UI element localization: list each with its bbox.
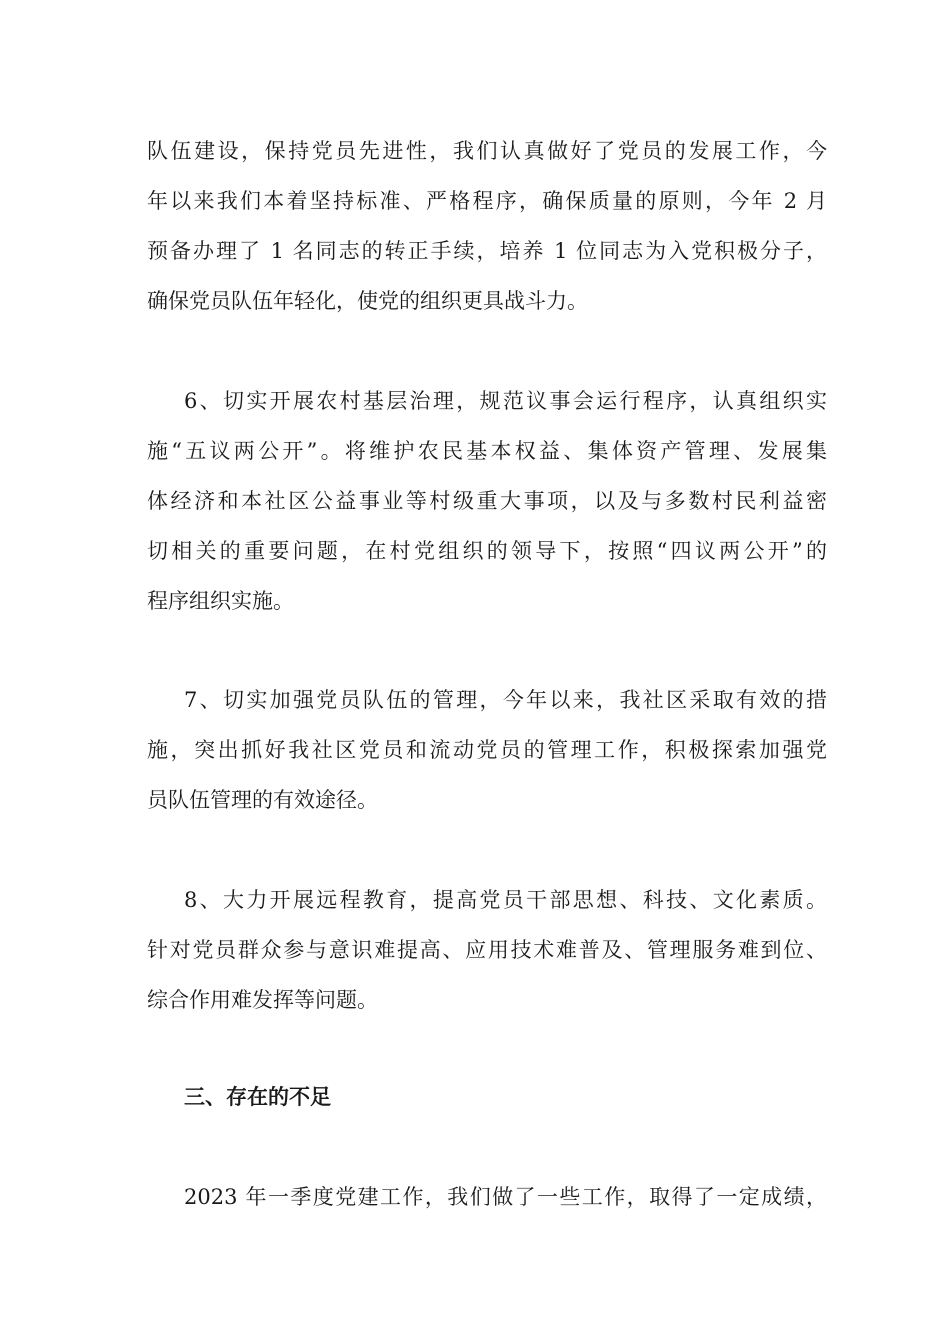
- paragraph-line: 施，突出抓好我社区党员和流动党员的管理工作，积极探索加强党: [147, 738, 827, 762]
- paragraph-line: 确保党员队伍年轻化，使党的组织更具战斗力。: [147, 289, 588, 313]
- paragraph-line: 7、切实加强党员队伍的管理，今年以来，我社区采取有效的措: [184, 688, 827, 712]
- paragraph-line: 针对党员群众参与意识难提高、应用技术难普及、管理服务难到位、: [147, 938, 827, 962]
- paragraph-line: 8、大力开展远程教育，提高党员干部思想、科技、文化素质。: [184, 888, 827, 912]
- section-heading: 三、存在的不足: [184, 1085, 331, 1109]
- paragraph-line: 体经济和本社区公益事业等村级重大事项，以及与多数村民利益密: [147, 489, 827, 513]
- paragraph-line: 6、切实开展农村基层治理，规范议事会运行程序，认真组织实: [184, 389, 827, 413]
- paragraph-line: 施“五议两公开”。将维护农民基本权益、集体资产管理、发展集: [147, 439, 827, 463]
- paragraph-line: 队伍建设，保持党员先进性，我们认真做好了党员的发展工作，今: [147, 139, 827, 163]
- paragraph-line: 年以来我们本着坚持标准、严格程序，确保质量的原则，今年 2 月: [147, 189, 827, 213]
- paragraph-line: 2023 年一季度党建工作，我们做了一些工作，取得了一定成绩，: [184, 1185, 827, 1209]
- paragraph-line: 程序组织实施。: [147, 589, 294, 613]
- paragraph-line: 预备办理了 1 名同志的转正手续，培养 1 位同志为入党积极分子，: [147, 239, 827, 263]
- paragraph-line: 员队伍管理的有效途径。: [147, 788, 378, 812]
- paragraph-line: 综合作用难发挥等问题。: [147, 988, 378, 1012]
- paragraph-line: 切相关的重要问题，在村党组织的领导下，按照“四议两公开”的: [147, 539, 827, 563]
